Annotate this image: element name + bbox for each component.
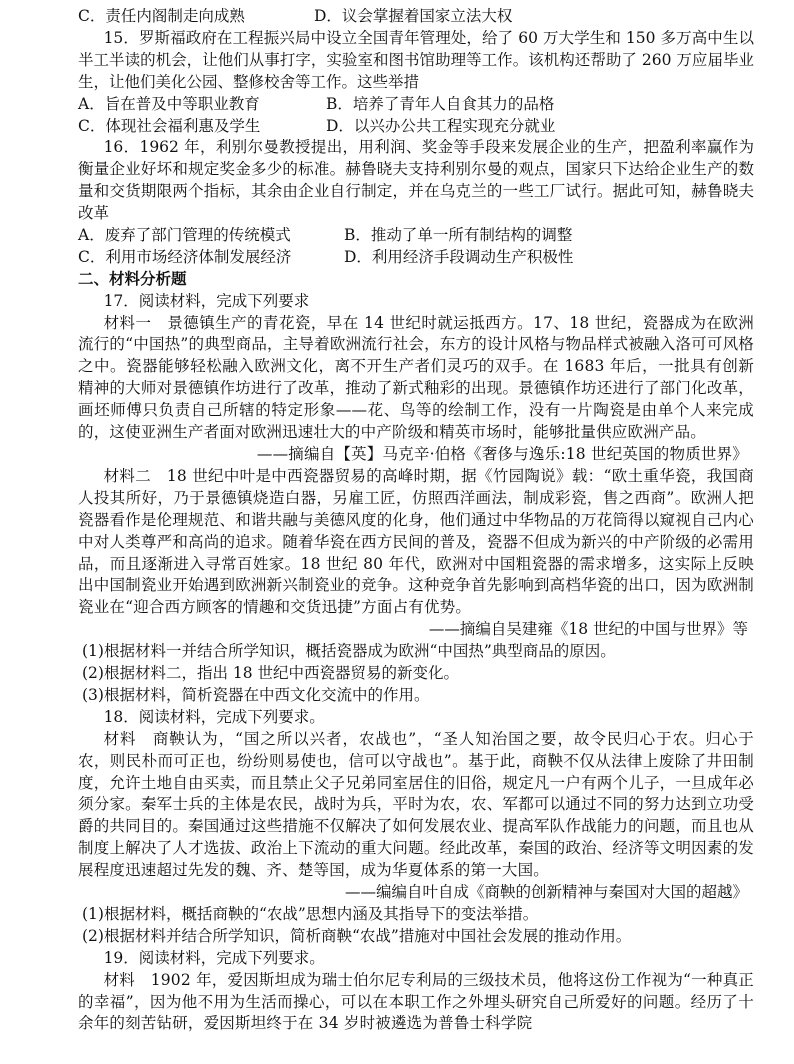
q17-source-1: ——摘编自【英】马克辛·伯格《奢侈与逸乐:18 世纪英国的物质世界》 bbox=[256, 445, 748, 464]
q16-option-d[interactable]: D．利用经济手段调动生产积极性 bbox=[344, 247, 574, 266]
q16-option-a[interactable]: A．废弃了部门管理的传统模式 bbox=[78, 226, 291, 245]
q17-question-3: (3)根据材料，简析瓷器在中西文化交流中的作用。 bbox=[82, 685, 430, 704]
q17-question-1: (1)根据材料一并结合所学知识，概括瓷器成为欧洲“中国热”典型商品的原因。 bbox=[82, 642, 616, 661]
q15-option-d[interactable]: D．以兴办公共工程实现充分就业 bbox=[326, 116, 556, 135]
q18-intro: 18．阅读材料，完成下列要求。 bbox=[103, 707, 325, 726]
section-title: 二、材料分析题 bbox=[78, 269, 187, 288]
q16-option-c[interactable]: C．利用市场经济体制发展经济 bbox=[78, 247, 292, 266]
q17-question-2: (2)根据材料二，指出 18 世纪中西瓷器贸易的新变化。 bbox=[82, 664, 460, 683]
q16-stem: 16．1962 年，利别尔曼教授提出，用利润、奖金等手段来发展企业的生产，把盈利率赢作为衡量企业好坏和规定奖金多少的标准。赫鲁晓夫支持利别尔曼的观点，国家只下达给企业生产的数量和交货期限两个指标，其余由企业自行制定，并在乌克兰的一些工厂试行。据此可知，赫鲁晓夫改革 bbox=[78, 138, 754, 223]
q18-question-1: (1)根据材料，概括商鞅的“农战”思想内涵及其指导下的变法举措。 bbox=[82, 904, 539, 923]
q14-option-d[interactable]: D．议会掌握着国家立法大权 bbox=[314, 7, 513, 25]
exam-page bbox=[78, 6, 754, 1035]
q16-options-row-2 bbox=[78, 247, 754, 269]
q15-options-row-1 bbox=[78, 94, 754, 116]
q14-option-c[interactable]: C．责任内阁制走向成熟 bbox=[78, 7, 245, 25]
q18-source: ——编编自叶自成《商鞅的创新精神与秦国对大国的超越》 bbox=[344, 883, 748, 902]
q16-option-b[interactable]: B．推动了单一所有制结构的调整 bbox=[344, 226, 573, 245]
q17-material-1: 材料一 景德镇生产的青花瓷，早在 14 世纪时就运抵西方。17、18 世纪，瓷器成为在欧洲流行的“中国热”的典型商品，主导着欧洲流行社会，东方的设计风格与物品样式被融入洛可可风格之中。瓷器能够轻松融入欧洲文化，离不开生产者们灵巧的双手。在 1683 年后，一批具有创新精神的大师对景德镇作坊进行了改革，推动了新式釉彩的出现。景德镇作坊还进行了部门化改革，画坯师傅只负责自己所辖的特定形象——花、鸟等的绘制工作，没有一片陶瓷是由单个人来完成的，这使亚洲生产者面对欧洲迅速壮大的中产阶级和精英市场时，能够批量供应欧洲产品。 bbox=[78, 313, 754, 442]
q17-source-2: ——摘编自吴建雍《18 世纪的中国与世界》等 bbox=[428, 620, 748, 639]
q15-options-row-2 bbox=[78, 116, 754, 138]
q18-material: 材料 商鞅认为，“国之所以兴者，农战也”，“圣人知治国之要，故令民归心于农。归心于农，则民朴而可正也，纷纷则易使也，信可以守战也”。基于此，商鞅不仅从法律上废除了井田制度，允许土地自由买卖，而且禁止父子兄弟同室居住的旧俗，规定凡一户有两个儿子，一旦成年必须分家。秦军士兵的主体是农民，战时为兵，平时为农，农、军都可以通过不同的努力达到立功受爵的共同目的。秦国通过这些措施不仅解决了如何发展农业、提高军队作战能力的问题，而且也从制度上解决了人才选拔、政治上下流动的重大问题。经此改革，秦国的政治、经济等文明因素的发展程度迅速超过先发的魏、齐、楚等国，成为华夏体系的第一大国。 bbox=[78, 729, 754, 880]
q15-stem: 15．罗斯福政府在工程振兴局中设立全国青年管理处，给了 60 万大学生和 150 多万高中生以半工半读的机会，让他们从事打字，实验室和图书馆助理等工作。该机构还帮助了 260 万应届毕业生，让他们美化公园、整修校舍等工作。这些举措 bbox=[78, 28, 754, 91]
q17-material-2: 材料二 18 世纪中叶是中西瓷器贸易的高峰时期，据《竹园陶说》载：“欧土重华瓷，我国商人投其所好，乃于景德镇烧造白器，另雇工匠，仿照西洋画法，制成彩瓷，售之西商”。欧洲人把瓷器看作是伦理规范、和谐共融与美德风度的化身，他们通过中华物品的万花筒得以窥视自己内心中对人类尊严和高尚的追求。随着华瓷在西方民间的普及，瓷器不但成为新兴的中产阶级的必需用品，而且逐渐进入寻常百姓家。18 世纪 80 年代，欧洲对中国粗瓷器的需求增多，这实际上反映出中国制瓷业开始遇到欧洲新兴制瓷业的竞争。这种竞争首先影响到高档华瓷的出口，因为欧洲制瓷业在“迎合西方顾客的情趣和交货迅捷”方面占有优势。 bbox=[78, 466, 754, 617]
q18-question-2: (2)根据材料并结合所学知识，简析商鞅“农战”措施对中国社会发展的推动作用。 bbox=[82, 926, 632, 945]
q15-option-b[interactable]: B．培养了青年人自食其力的品格 bbox=[326, 94, 555, 113]
q14-options-row bbox=[78, 6, 754, 28]
q15-option-a[interactable]: A．旨在普及中等职业教育 bbox=[78, 94, 260, 113]
q16-options-row-1 bbox=[78, 225, 754, 247]
q17-intro: 17．阅读材料，完成下列要求 bbox=[103, 291, 310, 310]
q15-option-c[interactable]: C．体现社会福利惠及学生 bbox=[78, 116, 261, 135]
q19-material: 材料 1902 年，爱因斯坦成为瑞士伯尔尼专利局的三级技术员，他将这份工作视为“一种真正的幸福”，因为他不用为生活而操心，可以在本职工作之外埋头研究自己所爱好的问题。经历了十余年的刻苦钻研，爱因斯坦终于在 34 岁时被遴选为普鲁士科学院 bbox=[78, 970, 754, 1033]
q19-intro: 19．阅读材料，完成下列要求。 bbox=[103, 948, 325, 967]
